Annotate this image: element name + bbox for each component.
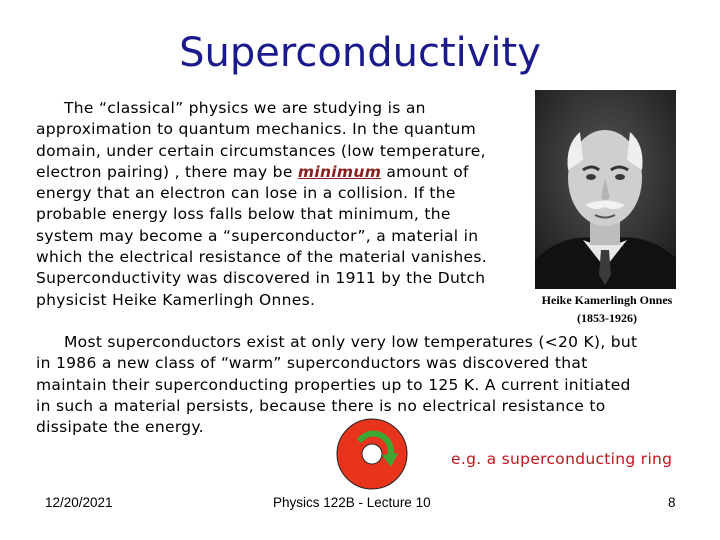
paragraph-line: in 1986 a new class of “warm” superconductors was discovered that: [36, 354, 588, 373]
slide-title: Superconductivity: [179, 30, 541, 76]
paragraph-line: system may become a “superconductor”, a material in: [36, 226, 479, 245]
paragraph-line: in such a material persists, because there is no electrical resistance to: [36, 396, 606, 415]
paragraph-line: physicist Heike Kamerlingh Onnes.: [36, 290, 316, 309]
paragraph-line: which the electrical resistance of the material vanishes.: [36, 248, 487, 267]
paragraph-line: approximation to quantum mechanics. In the quantum: [36, 120, 477, 139]
footer-date: 12/20/2021: [45, 495, 113, 510]
footer-page-number: 8: [668, 495, 676, 510]
emphasized-word: minimum: [297, 162, 382, 181]
paragraph-line: energy that an electron can lose in a collision. If the: [36, 184, 456, 203]
paragraph-line: electron pairing) , there may be minimum amount of: [36, 162, 469, 181]
paragraph-line: dissipate the energy.: [36, 418, 204, 437]
paragraph-line: Superconductivity was discovered in 1911 by the Dutch: [36, 269, 486, 288]
paragraph-line: maintain their superconducting properties up to 125 K. A current initiated: [36, 375, 631, 394]
intro-paragraph: [36, 98, 487, 311]
example-label: e.g. a superconducting ring: [451, 450, 673, 468]
photo-caption-years: (1853-1926): [577, 311, 637, 325]
portrait-photo: [535, 90, 676, 289]
paragraph-line: probable energy loss falls below that minimum, the: [36, 205, 451, 224]
superconducting-ring-icon: [335, 417, 409, 491]
portrait-illustration: [535, 90, 676, 289]
paragraph-line: Most superconductors exist at only very low temperatures (<20 K), but: [64, 333, 638, 351]
photo-caption-name: Heike Kamerlingh Onnes: [541, 293, 673, 307]
paragraph-line: The “classical” physics we are studying is an: [64, 99, 426, 117]
paragraph-line: domain, under certain circumstances (low temperature,: [36, 141, 486, 160]
footer-course: Physics 122B - Lecture 10: [273, 495, 431, 510]
